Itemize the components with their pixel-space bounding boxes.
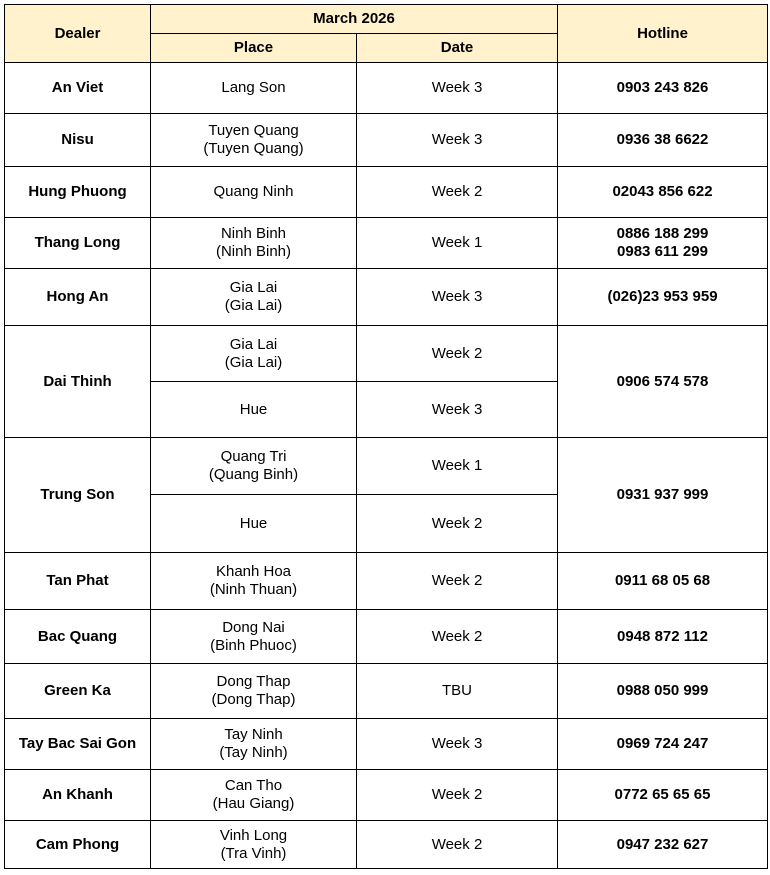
date-cell: Week 3 (357, 382, 558, 438)
place-line: Vinh Long (219, 826, 288, 844)
place-cell (151, 326, 357, 382)
place-line: Khanh Hoa (215, 563, 292, 580)
table-row (5, 218, 768, 269)
hotline-cell (558, 610, 768, 664)
place-line: (Quang Binh) (208, 466, 299, 483)
date-cell: Week 3 (357, 114, 558, 167)
table-row (5, 269, 768, 326)
date-cell: Week 2 (357, 167, 558, 218)
header-date: Date (357, 34, 558, 63)
dealer-cell: Tan Phat (5, 553, 151, 610)
hotline-number: 0772 65 65 65 (614, 786, 711, 803)
date-cell: Week 2 (357, 326, 558, 382)
hotline-cell (558, 114, 768, 167)
dealer-cell: Tay Bac Sai Gon (5, 719, 151, 770)
hotline-cell (558, 167, 768, 218)
place-cell (151, 269, 357, 326)
date-cell: Week 3 (357, 63, 558, 114)
place-cell (151, 610, 357, 664)
place-cell (151, 167, 357, 218)
dealer-cell: Nisu (5, 114, 151, 167)
dealer-cell: An Viet (5, 63, 151, 114)
place-line: Quang Tri (220, 448, 287, 465)
hotline-cell (558, 553, 768, 610)
table-row (5, 114, 768, 167)
place-line: Tuyen Quang (208, 122, 299, 139)
date-cell: Week 3 (357, 269, 558, 326)
dealer-schedule-table (4, 4, 768, 869)
date-cell: Week 2 (357, 821, 558, 869)
place-line: Ninh Binh (220, 225, 287, 242)
date-cell: Week 1 (357, 218, 558, 269)
hotline-cell (558, 821, 768, 869)
place-line: (Tuyen Quang) (203, 140, 304, 157)
dealer-cell: Thang Long (5, 218, 151, 269)
place-line: Gia Lai (229, 335, 278, 353)
hotline-cell (558, 326, 768, 438)
place-line: Lang Son (221, 79, 286, 96)
table-row (5, 553, 768, 610)
place-line: (Tay Ninh) (219, 744, 288, 761)
hotline-number: 0947 232 627 (616, 835, 709, 853)
header-place: Place (151, 34, 357, 63)
hotline-cell (558, 269, 768, 326)
place-cell (151, 770, 357, 821)
table-body (5, 63, 768, 869)
dealer-cell: Hong An (5, 269, 151, 326)
place-cell (151, 821, 357, 869)
place-line: Dong Thap (216, 673, 291, 690)
place-cell (151, 218, 357, 269)
hotline-number: 02043 856 622 (612, 183, 713, 200)
place-line: Dong Nai (222, 618, 285, 636)
place-line: (Binh Phuoc) (210, 636, 297, 654)
hotline-number: 0948 872 112 (617, 627, 708, 645)
date-cell: Week 3 (357, 719, 558, 770)
header-dealer: Dealer (5, 5, 151, 63)
hotline-number: 0988 050 999 (616, 682, 709, 699)
hotline-number: (026)23 953 959 (607, 288, 718, 305)
hotline-number: 0886 188 299 (616, 225, 709, 242)
table-row (5, 63, 768, 114)
table-row (5, 719, 768, 770)
place-line: Quang Ninh (213, 183, 294, 200)
place-line: Can Tho (224, 777, 283, 794)
dealer-cell: Bac Quang (5, 610, 151, 664)
place-cell (151, 495, 357, 553)
hotline-number: 0936 38 6622 (616, 131, 709, 148)
header-month: March 2026 (151, 5, 558, 34)
place-line: (Tra Vinh) (220, 844, 287, 862)
dealer-cell: Hung Phuong (5, 167, 151, 218)
hotline-cell (558, 438, 768, 553)
place-line: (Gia Lai) (224, 353, 283, 371)
dealer-cell: An Khanh (5, 770, 151, 821)
hotline-cell (558, 770, 768, 821)
date-cell: Week 2 (357, 770, 558, 821)
hotline-cell (558, 664, 768, 719)
place-cell (151, 63, 357, 114)
dealer-cell: Trung Son (5, 438, 151, 553)
table-row (5, 167, 768, 218)
date-cell: Week 2 (357, 495, 558, 553)
hotline-number: 0906 574 578 (616, 372, 709, 390)
place-line: (Hau Giang) (212, 795, 295, 812)
hotline-number: 0931 937 999 (616, 486, 709, 503)
table-row (5, 821, 768, 869)
place-cell (151, 553, 357, 610)
place-cell (151, 382, 357, 438)
place-cell (151, 719, 357, 770)
place-cell (151, 114, 357, 167)
table-row (5, 326, 768, 382)
dealer-cell: Green Ka (5, 664, 151, 719)
place-line: Hue (239, 514, 268, 532)
hotline-cell (558, 218, 768, 269)
place-cell (151, 664, 357, 719)
place-line: (Ninh Thuan) (209, 581, 298, 598)
date-cell: Week 1 (357, 438, 558, 495)
table-row (5, 438, 768, 495)
hotline-cell (558, 63, 768, 114)
place-cell (151, 438, 357, 495)
hotline-number: 0903 243 826 (616, 79, 709, 96)
hotline-number: 0983 611 299 (617, 243, 708, 260)
place-line: (Dong Thap) (211, 691, 296, 708)
hotline-number: 0911 68 05 68 (614, 572, 711, 589)
place-line: (Gia Lai) (224, 297, 283, 314)
dealer-cell: Dai Thinh (5, 326, 151, 438)
table-row (5, 770, 768, 821)
header-hotline: Hotline (558, 5, 768, 63)
place-line: Tay Ninh (224, 726, 283, 743)
table-row (5, 664, 768, 719)
place-line: (Ninh Binh) (215, 243, 292, 260)
place-line: Hue (239, 400, 268, 418)
hotline-number: 0969 724 247 (616, 735, 709, 752)
hotline-cell (558, 719, 768, 770)
dealer-cell: Cam Phong (5, 821, 151, 869)
table-row (5, 610, 768, 664)
date-cell: Week 2 (357, 553, 558, 610)
date-cell: TBU (357, 664, 558, 719)
place-line: Gia Lai (229, 279, 278, 296)
date-cell: Week 2 (357, 610, 558, 664)
